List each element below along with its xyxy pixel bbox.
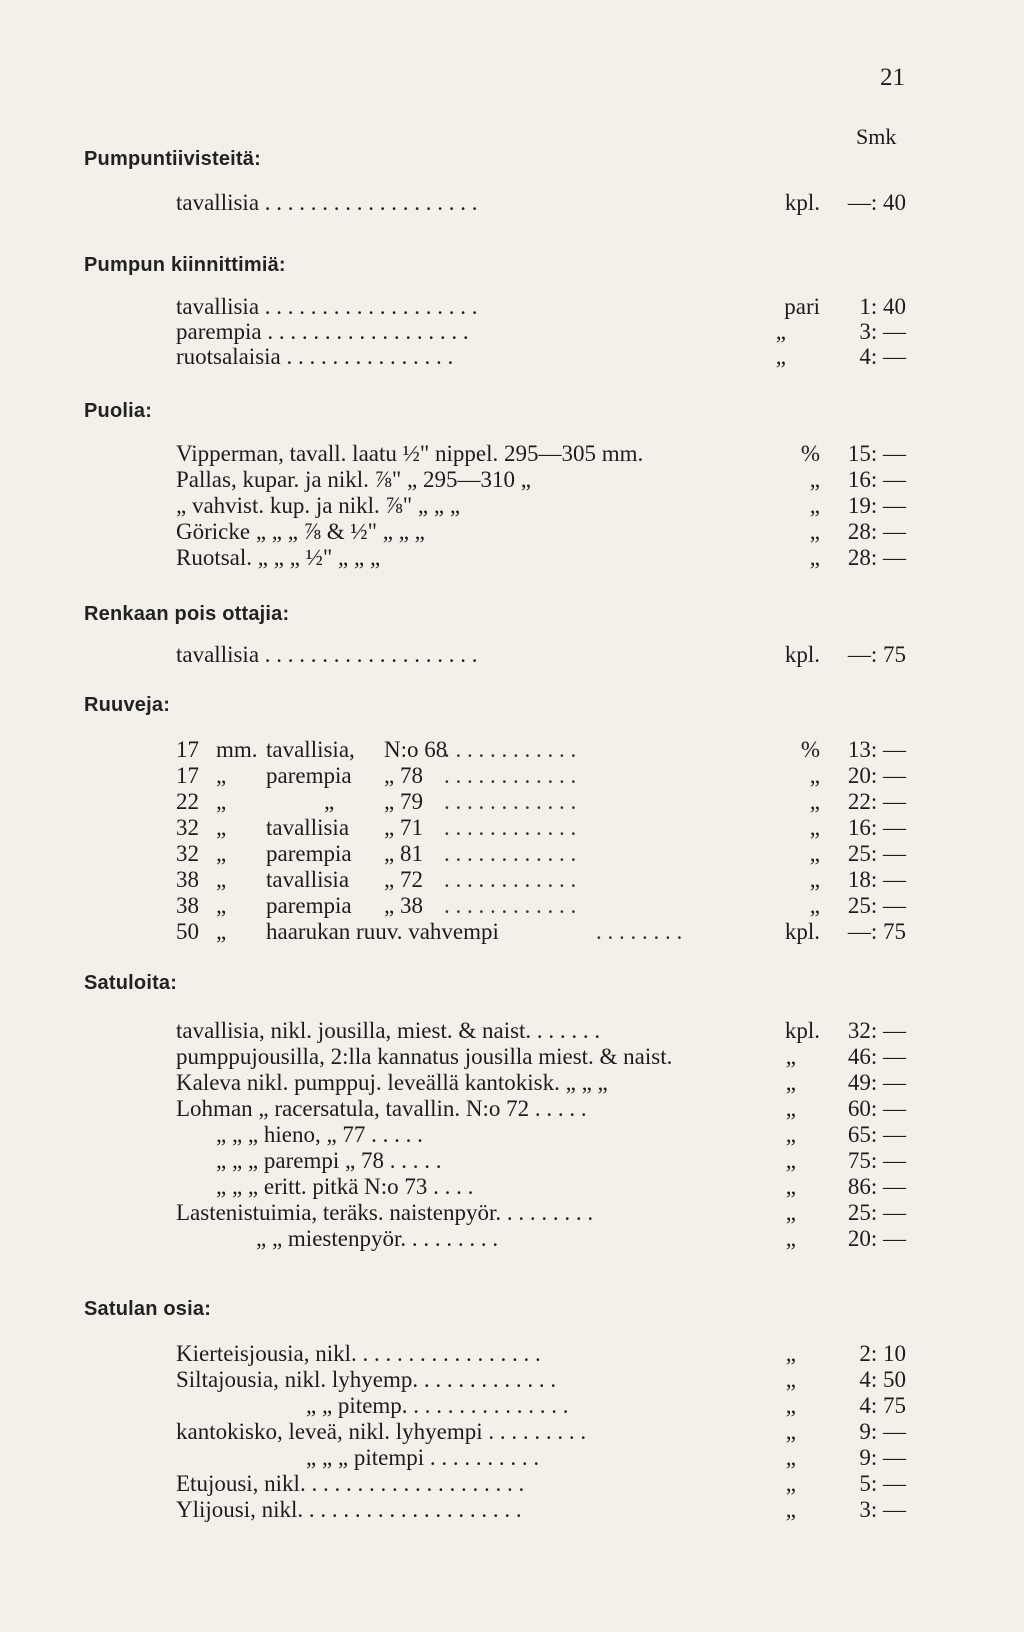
item-label: tavallisia . . . . . . . . . . . . . . . . . . . [176,642,478,667]
screw-size: 17 [176,763,199,788]
item-price: 20: — [847,763,906,788]
item-unit: kpl. [784,642,820,667]
item-price: 46: — [847,1044,906,1069]
list-item [176,1173,906,1201]
item-unit: „ [775,319,786,344]
item-label: „ „ „ hieno, „ 77 . . . . . [216,1122,423,1147]
list-item [176,293,906,321]
screw-mm: „ [216,919,227,944]
section-heading: Pumpuntiivisteitä: [84,148,261,170]
item-price: 28: — [847,519,906,544]
item-label: „ „ pitemp. . . . . . . . . . . . . . . [306,1393,569,1418]
item-unit: % [800,441,820,466]
item-unit: „ [785,1070,796,1095]
list-item [176,1496,906,1524]
screw-mm: „ [216,841,227,866]
item-label: Pallas, kupar. ja nikl. ⅞" „ 295—310 „ [176,467,531,492]
screw-mm: mm. [216,737,258,762]
item-price: 49: — [847,1070,906,1095]
item-price: 15: — [847,441,906,466]
list-item [176,1095,906,1123]
list-item [176,1392,906,1420]
item-unit: „ [809,789,820,814]
item-price: 20: — [847,1226,906,1251]
table-row [176,814,906,842]
screw-kind: parempia [266,763,352,788]
list-item [176,1147,906,1175]
item-price: 13: — [847,737,906,762]
item-unit: „ [785,1096,796,1121]
screw-mm: „ [216,867,227,892]
list-item [176,544,906,572]
screw-size: 38 [176,893,199,918]
item-price: 19: — [847,493,906,518]
item-price: 9: — [859,1445,906,1470]
screw-mm: „ [216,763,227,788]
section-heading: Satuloita: [84,972,178,994]
leader-dots: . . . . . . . . . . . . [444,737,577,762]
table-row [176,736,906,764]
item-price: 28: — [847,545,906,570]
item-label: Etujousi, nikl. . . . . . . . . . . . . . . . . . . . [176,1471,525,1496]
item-unit: „ [809,815,820,840]
item-unit: „ [785,1367,796,1392]
item-unit: „ [809,519,820,544]
list-item [176,1470,906,1498]
item-unit: „ [809,467,820,492]
list-item [176,1225,906,1253]
item-price: —: 75 [847,642,906,667]
list-item [176,466,906,494]
screw-number: „ 78 [384,763,423,788]
item-unit: „ [785,1445,796,1470]
item-unit: „ [809,841,820,866]
table-row [176,892,906,920]
item-price: 22: — [847,789,906,814]
screw-size: 32 [176,815,199,840]
item-unit: „ [785,1122,796,1147]
item-label: tavallisia . . . . . . . . . . . . . . . . . . . [176,190,478,215]
screw-kind: tavallisia, [266,737,355,762]
item-unit: „ [809,545,820,570]
item-unit: „ [785,1174,796,1199]
item-label: Lohman „ racersatula, tavallin. N:o 72 . . . . . [176,1096,587,1121]
screw-size: 22 [176,789,199,814]
item-price: 2: 10 [859,1341,906,1366]
item-unit: „ [785,1226,796,1251]
screw-kind: tavallisia [266,815,350,840]
item-price: 32: — [847,1018,906,1043]
item-price: 16: — [847,815,906,840]
item-unit: „ [809,867,820,892]
item-unit: „ [809,763,820,788]
table-row [176,840,906,868]
section-heading: Puolia: [84,400,153,422]
screw-kind: tavallisia [266,867,350,892]
screw-mm: „ [216,815,227,840]
screw-number: N:o 68 [384,737,448,762]
item-label: kantokisko, leveä, nikl. lyhyempi . . . . . . . . . [176,1419,587,1444]
leader-dots: . . . . . . . . . . . . [444,867,577,892]
table-row [176,788,906,816]
item-label: Kierteisjousia, nikl. . . . . . . . . . . . . . . . . [176,1341,541,1366]
item-price: 5: — [859,1471,906,1496]
leader-dots: . . . . . . . . . . . . [444,893,577,918]
list-item [176,1418,906,1446]
item-price: 25: — [847,893,906,918]
item-label: Kaleva nikl. pumppuj. leveällä kantokisk. „ „ „ [176,1070,608,1095]
item-unit: „ [809,493,820,518]
item-price: 65: — [847,1122,906,1147]
list-item [176,318,906,346]
item-label: tavallisia, nikl. jousilla, miest. & naist. . . . . . . [176,1018,601,1043]
item-label: parempia . . . . . . . . . . . . . . . . . . [176,319,469,344]
screw-size: 50 [176,919,199,944]
screw-kind: haarukan ruuv. vahvempi [266,919,499,944]
item-unit: kpl. [784,919,820,944]
item-unit: „ [785,1148,796,1173]
item-label: Ylijousi, nikl. . . . . . . . . . . . . . . . . . . . [176,1497,522,1522]
list-item [176,492,906,520]
table-row [176,918,906,946]
item-price: —: 40 [847,190,906,215]
leader-dots: . . . . . . . . . . . . [444,841,577,866]
screw-mm: „ [216,893,227,918]
item-price: 9: — [859,1419,906,1444]
item-price: 25: — [847,1200,906,1225]
item-price: 60: — [847,1096,906,1121]
table-row [176,866,906,894]
screw-size: 38 [176,867,199,892]
item-label: „ „ miestenpyör. . . . . . . . . [256,1226,499,1251]
item-price: 4: 75 [859,1393,906,1418]
screw-number: „ 81 [384,841,423,866]
table-row [176,762,906,790]
section-heading: Renkaan pois ottajia: [84,603,290,625]
list-item [176,1444,906,1472]
item-price: 18: — [847,867,906,892]
screw-mm: „ [216,789,227,814]
item-unit: pari [784,294,820,319]
list-item [176,1069,906,1097]
leader-dots: . . . . . . . . . . . . [444,763,577,788]
list-item [176,440,906,468]
screw-number: „ 72 [384,867,423,892]
item-unit: „ [785,1419,796,1444]
item-unit: kpl. [784,190,820,215]
item-unit: „ [809,893,820,918]
item-price: 4: — [859,344,906,369]
list-item [176,1121,906,1149]
item-unit: „ [785,1497,796,1522]
item-price: 16: — [847,467,906,492]
item-unit: % [800,737,820,762]
item-price: —: 75 [847,919,906,944]
item-label: „ vahvist. kup. ja nikl. ⅞" „ „ „ [176,493,461,518]
item-label: „ „ „ eritt. pitkä N:o 73 . . . . [216,1174,474,1199]
item-unit: „ [785,1471,796,1496]
leader-dots: . . . . . . . . . . . . [444,789,577,814]
leader-dots: . . . . . . . . [596,919,683,944]
item-label: tavallisia . . . . . . . . . . . . . . . . . . . [176,294,478,319]
item-price: 25: — [847,841,906,866]
screw-kind: parempia [266,841,352,866]
section-heading: Pumpun kiinnittimiä: [84,254,286,276]
item-price: 1: 40 [859,294,906,319]
screw-size: 17 [176,737,199,762]
item-price: 3: — [859,319,906,344]
item-unit: „ [785,1393,796,1418]
list-item [176,1199,906,1227]
screw-number: „ 38 [384,893,423,918]
item-label: Siltajousia, nikl. lyhyemp. . . . . . . . . . . . . [176,1367,557,1392]
list-item [176,343,906,371]
item-label: pumppujousilla, 2:lla kannatus jousilla miest. & naist. [176,1044,673,1069]
list-item [176,1017,906,1045]
list-item [176,1043,906,1071]
item-label: „ „ „ parempi „ 78 . . . . . [216,1148,442,1173]
item-price: 86: — [847,1174,906,1199]
item-label: Vipperman, tavall. laatu ½" nippel. 295—305 mm. [176,441,644,466]
leader-dots: . . . . . . . . . . . . [444,815,577,840]
item-unit: „ [785,1341,796,1366]
list-item [176,641,906,669]
item-unit: „ [785,1200,796,1225]
item-unit: kpl. [784,1018,820,1043]
list-item [176,189,906,217]
currency-header: Smk [856,124,897,149]
item-label: Lastenistuimia, teräks. naistenpyör. . . . . . . . . [176,1200,594,1225]
screw-kind: parempia [266,893,352,918]
item-label: Göricke „ „ „ ⅞ & ½" „ „ „ [176,519,425,544]
item-unit: „ [775,344,786,369]
screw-kind: „ [324,789,335,814]
page-number: 21 [880,64,905,91]
item-label: ruotsalaisia . . . . . . . . . . . . . . . [176,344,454,369]
section-heading: Satulan osia: [84,1298,212,1320]
list-item [176,1366,906,1394]
item-unit: „ [785,1044,796,1069]
section-heading: Ruuveja: [84,694,171,716]
item-price: 4: 50 [859,1367,906,1392]
item-label: Ruotsal. „ „ „ ½" „ „ „ [176,545,381,570]
screw-size: 32 [176,841,199,866]
list-item [176,518,906,546]
item-price: 75: — [847,1148,906,1173]
item-price: 3: — [859,1497,906,1522]
list-item [176,1340,906,1368]
screw-number: „ 79 [384,789,423,814]
item-label: „ „ „ pitempi . . . . . . . . . . [306,1445,540,1470]
screw-number: „ 71 [384,815,423,840]
